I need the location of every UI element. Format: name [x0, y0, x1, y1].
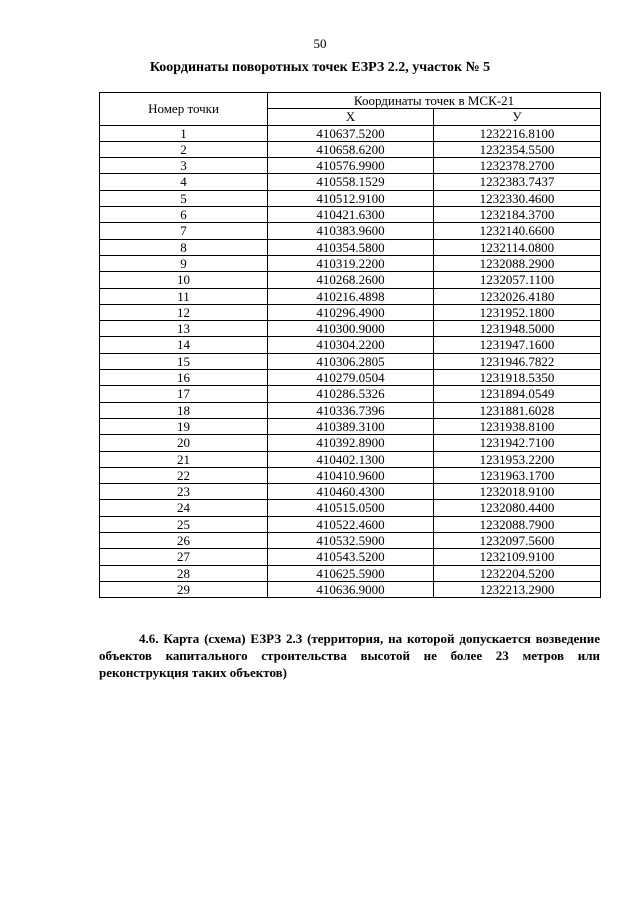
header-coordinates: Координаты точек в МСК-21 — [268, 93, 601, 109]
table-row — [100, 418, 601, 434]
table-row — [100, 337, 601, 353]
x-coordinate-cell: 410522.4600 — [268, 516, 434, 532]
x-coordinate-cell: 410625.5900 — [268, 565, 434, 581]
y-coordinate-cell: 1231948.5000 — [434, 321, 601, 337]
x-coordinate-cell: 410216.4898 — [268, 288, 434, 304]
point-number-cell: 1 — [100, 125, 268, 141]
point-number-cell: 22 — [100, 467, 268, 483]
point-number-cell: 7 — [100, 223, 268, 239]
table-row — [100, 451, 601, 467]
x-coordinate-cell: 410637.5200 — [268, 125, 434, 141]
x-coordinate-cell: 410410.9600 — [268, 467, 434, 483]
point-number-cell: 3 — [100, 158, 268, 174]
point-number-cell: 24 — [100, 500, 268, 516]
point-number-cell: 17 — [100, 386, 268, 402]
table-row — [100, 272, 601, 288]
x-coordinate-cell: 410296.4900 — [268, 304, 434, 320]
table-row — [100, 549, 601, 565]
point-number-cell: 21 — [100, 451, 268, 467]
table-row — [100, 304, 601, 320]
x-coordinate-cell: 410576.9900 — [268, 158, 434, 174]
x-coordinate-cell: 410354.5800 — [268, 239, 434, 255]
y-coordinate-cell: 1232114.0800 — [434, 239, 601, 255]
table-row — [100, 125, 601, 141]
y-coordinate-cell: 1232216.8100 — [434, 125, 601, 141]
y-coordinate-cell: 1232026.4180 — [434, 288, 601, 304]
y-coordinate-cell: 1231963.1700 — [434, 467, 601, 483]
x-coordinate-cell: 410336.7396 — [268, 402, 434, 418]
table-row — [100, 386, 601, 402]
table-row — [100, 533, 601, 549]
y-coordinate-cell: 1232383.7437 — [434, 174, 601, 190]
table-row — [100, 581, 601, 597]
point-number-cell: 12 — [100, 304, 268, 320]
y-coordinate-cell: 1231952.1800 — [434, 304, 601, 320]
point-number-cell: 15 — [100, 353, 268, 369]
x-coordinate-cell: 410543.5200 — [268, 549, 434, 565]
y-coordinate-cell: 1231894.0549 — [434, 386, 601, 402]
x-coordinate-cell: 410512.9100 — [268, 190, 434, 206]
y-coordinate-cell: 1231881.6028 — [434, 402, 601, 418]
point-number-cell: 5 — [100, 190, 268, 206]
y-coordinate-cell: 1231953.2200 — [434, 451, 601, 467]
y-coordinate-cell: 1232378.2700 — [434, 158, 601, 174]
table-row — [100, 223, 601, 239]
x-coordinate-cell: 410389.3100 — [268, 418, 434, 434]
point-number-cell: 11 — [100, 288, 268, 304]
y-coordinate-cell: 1232080.4400 — [434, 500, 601, 516]
table-row — [100, 484, 601, 500]
header-x: Х — [268, 109, 434, 125]
table-row — [100, 190, 601, 206]
point-number-cell: 28 — [100, 565, 268, 581]
y-coordinate-cell: 1232088.7900 — [434, 516, 601, 532]
x-coordinate-cell: 410300.9000 — [268, 321, 434, 337]
y-coordinate-cell: 1232184.3700 — [434, 207, 601, 223]
y-coordinate-cell: 1231946.7822 — [434, 353, 601, 369]
y-coordinate-cell: 1232057.1100 — [434, 272, 601, 288]
x-coordinate-cell: 410558.1529 — [268, 174, 434, 190]
x-coordinate-cell: 410306.2805 — [268, 353, 434, 369]
point-number-cell: 9 — [100, 255, 268, 271]
point-number-cell: 2 — [100, 141, 268, 157]
page-number: 50 — [313, 36, 327, 51]
y-coordinate-cell: 1232109.9100 — [434, 549, 601, 565]
table-header — [100, 93, 601, 126]
header-point-number: Номер точки — [100, 93, 268, 126]
x-coordinate-cell: 410421.6300 — [268, 207, 434, 223]
x-coordinate-cell: 410268.2600 — [268, 272, 434, 288]
x-coordinate-cell: 410658.6200 — [268, 141, 434, 157]
table-row — [100, 565, 601, 581]
y-coordinate-cell: 1232213.2900 — [434, 581, 601, 597]
table-row — [100, 435, 601, 451]
point-number-cell: 6 — [100, 207, 268, 223]
table-row — [100, 174, 601, 190]
point-number-cell: 26 — [100, 533, 268, 549]
table-row — [100, 353, 601, 369]
y-coordinate-cell: 1232097.5600 — [434, 533, 601, 549]
x-coordinate-cell: 410319.2200 — [268, 255, 434, 271]
table-row — [100, 321, 601, 337]
point-number-cell: 18 — [100, 402, 268, 418]
table-row — [100, 370, 601, 386]
x-coordinate-cell: 410279.0504 — [268, 370, 434, 386]
y-coordinate-cell: 1231938.8100 — [434, 418, 601, 434]
y-coordinate-cell: 1231942.7100 — [434, 435, 601, 451]
table-title: Координаты поворотных точек ЕЗРЗ 2.2, участок № 5 — [149, 60, 491, 75]
x-coordinate-cell: 410383.9600 — [268, 223, 434, 239]
y-coordinate-cell: 1232088.2900 — [434, 255, 601, 271]
coordinates-table — [99, 92, 601, 598]
x-coordinate-cell: 410402.1300 — [268, 451, 434, 467]
header-y: У — [434, 109, 601, 125]
table-row — [100, 141, 601, 157]
table-row — [100, 158, 601, 174]
x-coordinate-cell: 410304.2200 — [268, 337, 434, 353]
table-row — [100, 467, 601, 483]
y-coordinate-cell: 1232018.9100 — [434, 484, 601, 500]
point-number-cell: 13 — [100, 321, 268, 337]
point-number-cell: 29 — [100, 581, 268, 597]
table-row — [100, 402, 601, 418]
y-coordinate-cell: 1232140.6600 — [434, 223, 601, 239]
y-coordinate-cell: 1231918.5350 — [434, 370, 601, 386]
x-coordinate-cell: 410392.8900 — [268, 435, 434, 451]
point-number-cell: 27 — [100, 549, 268, 565]
point-number-cell: 23 — [100, 484, 268, 500]
x-coordinate-cell: 410636.9000 — [268, 581, 434, 597]
y-coordinate-cell: 1232354.5500 — [434, 141, 601, 157]
point-number-cell: 16 — [100, 370, 268, 386]
point-number-cell: 25 — [100, 516, 268, 532]
point-number-cell: 4 — [100, 174, 268, 190]
table-row — [100, 207, 601, 223]
point-number-cell: 8 — [100, 239, 268, 255]
x-coordinate-cell: 410532.5900 — [268, 533, 434, 549]
x-coordinate-cell: 410515.0500 — [268, 500, 434, 516]
y-coordinate-cell: 1232204.5200 — [434, 565, 601, 581]
table-row — [100, 255, 601, 271]
table-body — [100, 125, 601, 598]
y-coordinate-cell: 1231947.1600 — [434, 337, 601, 353]
point-number-cell: 19 — [100, 418, 268, 434]
point-number-cell: 14 — [100, 337, 268, 353]
table-row — [100, 500, 601, 516]
x-coordinate-cell: 410460.4300 — [268, 484, 434, 500]
section-heading: 4.6. Карта (схема) ЕЗРЗ 2.3 (территория, на которой допускается возведение объектов капитального строительства высотой не более 23 метров или реконструкция таких объектов) — [99, 631, 600, 680]
point-number-cell: 20 — [100, 435, 268, 451]
table-row — [100, 239, 601, 255]
y-coordinate-cell: 1232330.4600 — [434, 190, 601, 206]
table-row — [100, 516, 601, 532]
table-row — [100, 288, 601, 304]
x-coordinate-cell: 410286.5326 — [268, 386, 434, 402]
point-number-cell: 10 — [100, 272, 268, 288]
